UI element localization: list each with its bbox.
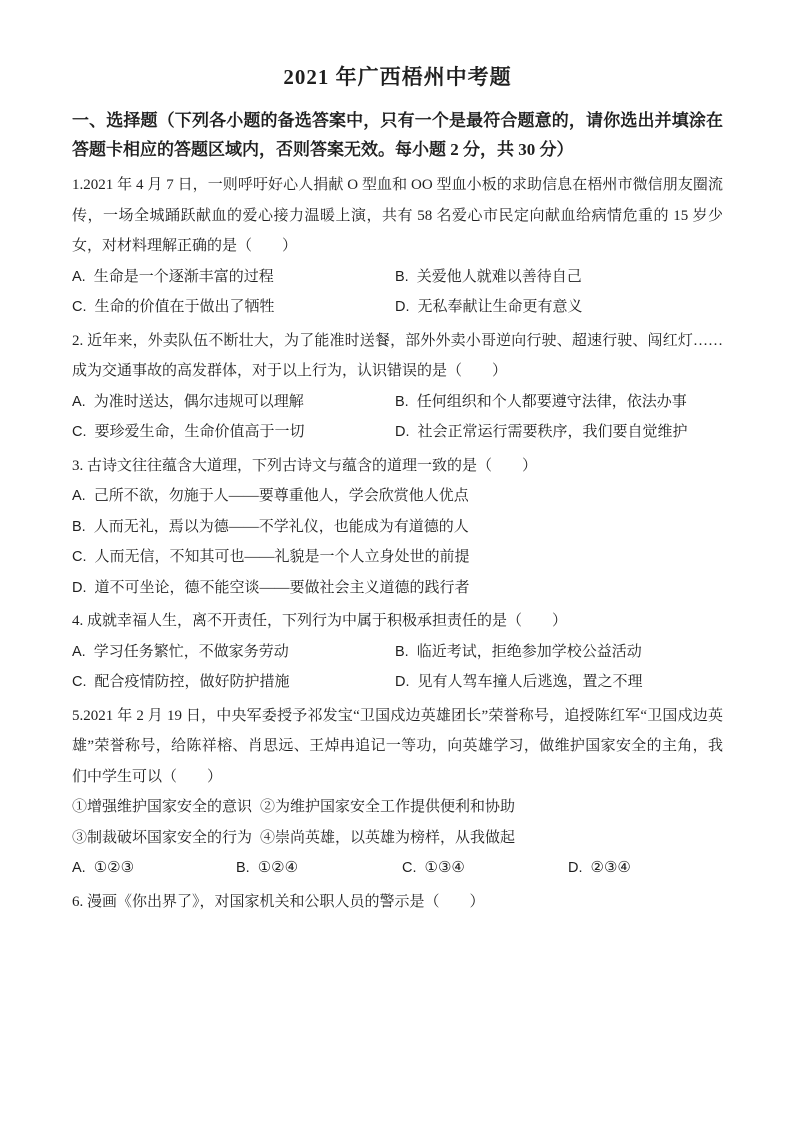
question-1-stem: 1.2021 年 4 月 7 日，一则呼吁好心人捐献 O 型血和 OO 型血小板的求助信息在梧州市微信朋友圈流传，一场全城踊跃献血的爱心接力温暖上演，共有 58 名爱心市民定向献血给病情危重的 15 岁少女，对材料理解正确的是（ ） xyxy=(72,177,723,254)
option-text: 己所不欲，勿施于人——要尊重他人，学会欣赏他人优点 xyxy=(93,488,469,504)
option-text: 任何组织和个人都要遵守法律，依法办事 xyxy=(416,393,687,410)
question-3-stem: 3. 古诗文往往蕴含大道理，下列古诗文与蕴含的道理一致的是（ ） xyxy=(72,457,538,474)
question-1-option-c xyxy=(72,292,395,323)
option-label: B. xyxy=(395,268,409,285)
option-label: A. xyxy=(72,860,86,876)
option-text: ①③④ xyxy=(424,860,465,876)
question-5-item-1: ①增强维护国家安全的意识 xyxy=(72,799,253,815)
option-text: 学习任务繁忙，不做家务劳动 xyxy=(93,643,289,660)
question-4-stem: 4. 成就幸福人生，离不开责任，下列行为中属于积极承担责任的是（ ） xyxy=(72,613,568,629)
question-6 xyxy=(72,887,723,918)
question-1-option-b xyxy=(395,262,723,293)
question-1-option-d xyxy=(395,292,723,323)
option-label: A. xyxy=(72,268,86,285)
question-1-options-row-cd xyxy=(72,292,723,323)
question-2 xyxy=(72,326,723,448)
option-label: B. xyxy=(236,860,250,876)
question-3-option-d xyxy=(72,573,723,604)
question-1-option-a xyxy=(72,262,395,293)
question-4-option-d xyxy=(395,667,723,698)
question-5-stem: 5.2021 年 2 月 19 日，中央军委授予祁发宝“卫国戍边英雄团长”荣誉称号，追授陈红军“卫国戍边英雄”荣誉称号，给陈祥榕、肖思远、王焯冉追记一等功，向英雄学习，做维护国家安全的主角，我们中学生可以（ ） xyxy=(72,707,723,785)
question-4-option-b xyxy=(395,637,723,668)
option-label: A. xyxy=(72,488,86,504)
question-5-options-row xyxy=(72,853,723,884)
question-5-option-b xyxy=(236,853,402,884)
question-5-option-a xyxy=(72,853,236,884)
question-5-option-c xyxy=(402,853,568,884)
question-2-options-row-cd xyxy=(72,417,723,448)
question-2-options-row-ab xyxy=(72,387,723,418)
option-text: 道不可坐论，德不能空谈——要做社会主义道德的践行者 xyxy=(94,579,470,596)
question-5-item-2: ②为维护国家安全工作提供便利和协助 xyxy=(260,799,516,815)
question-2-option-b xyxy=(395,387,723,418)
option-text: ②③④ xyxy=(590,860,631,876)
option-label: A. xyxy=(72,643,86,660)
option-label: B. xyxy=(72,518,86,535)
question-2-stem: 2. 近年来，外卖队伍不断壮大，为了能准时送餐，部外外卖小哥逆向行驶、超速行驶、闯红灯……成为交通事故的高发群体，对于以上行为，认识错误的是（ ） xyxy=(72,332,723,379)
option-text: 配合疫情防控，做好防护措施 xyxy=(94,674,290,690)
option-text: 生命的价值在于做出了牺牲 xyxy=(94,299,275,315)
option-label: C. xyxy=(72,299,87,315)
option-text: 为准时送达，偶尔违规可以理解 xyxy=(93,393,304,410)
option-text: 社会正常运行需要秩序，我们要自觉维护 xyxy=(417,424,688,440)
option-label: D. xyxy=(395,424,410,440)
question-4-options-row-ab xyxy=(72,637,723,668)
question-4-option-a xyxy=(72,637,395,668)
question-5-item-4: ④崇尚英雄，以英雄为榜样，从我做起 xyxy=(260,829,516,846)
option-text: 要珍爱生命，生命价值高于一切 xyxy=(94,424,305,440)
question-5-items-row-12 xyxy=(72,792,723,823)
option-text: 临近考试，拒绝参加学校公益活动 xyxy=(416,643,642,660)
option-text: ①②③ xyxy=(93,860,135,876)
option-text: 人而无礼，焉以为德——不学礼仪，也能成为有道德的人 xyxy=(93,518,469,535)
option-text: 见有人驾车撞人后逃逸，置之不理 xyxy=(417,674,643,690)
section-heading: 一、选择题（下列各小题的备选答案中，只有一个是最符合题意的，请你选出并填涂在答题卡相应的答题区域内，否则答案无效。每小题 2 分，共 30 分） xyxy=(72,111,723,159)
option-text: 人而无信，不知其可也——礼貌是一个人立身处世的前提 xyxy=(94,549,470,565)
option-label: A. xyxy=(72,393,86,410)
question-3-option-b xyxy=(72,512,723,543)
option-label: C. xyxy=(72,674,87,690)
page-title: 2021 年广西梧州中考题 xyxy=(283,65,512,89)
question-1-options-row-ab xyxy=(72,262,723,293)
question-5-option-d xyxy=(568,853,723,884)
question-5-item-3: ③制裁破坏国家安全的行为 xyxy=(72,829,253,846)
option-text: 无私奉献让生命更有意义 xyxy=(417,299,583,315)
question-2-option-d xyxy=(395,417,723,448)
option-label: D. xyxy=(72,579,87,596)
option-label: C. xyxy=(72,549,87,565)
question-5-items-row-34 xyxy=(72,823,723,854)
question-4-option-c xyxy=(72,667,395,698)
option-label: C. xyxy=(72,424,87,440)
question-5 xyxy=(72,701,723,884)
question-2-option-a xyxy=(72,387,395,418)
question-2-option-c xyxy=(72,417,395,448)
question-6-stem: 6. 漫画《你出界了》，对国家机关和公职人员的警示是（ ） xyxy=(72,893,485,910)
question-1 xyxy=(72,170,723,323)
option-label: D. xyxy=(395,299,410,315)
option-label: C. xyxy=(402,860,417,876)
option-label: D. xyxy=(395,674,410,690)
option-text: ①②④ xyxy=(257,860,299,876)
question-4 xyxy=(72,606,723,698)
option-text: 关爱他人就难以善待自己 xyxy=(416,268,582,285)
option-text: 生命是一个逐渐丰富的过程 xyxy=(93,268,274,285)
option-label: B. xyxy=(395,393,409,410)
question-3-option-a xyxy=(72,481,723,512)
question-3 xyxy=(72,451,723,604)
question-4-options-row-cd xyxy=(72,667,723,698)
question-3-option-c xyxy=(72,542,723,573)
option-label: B. xyxy=(395,643,409,660)
option-label: D. xyxy=(568,860,583,876)
